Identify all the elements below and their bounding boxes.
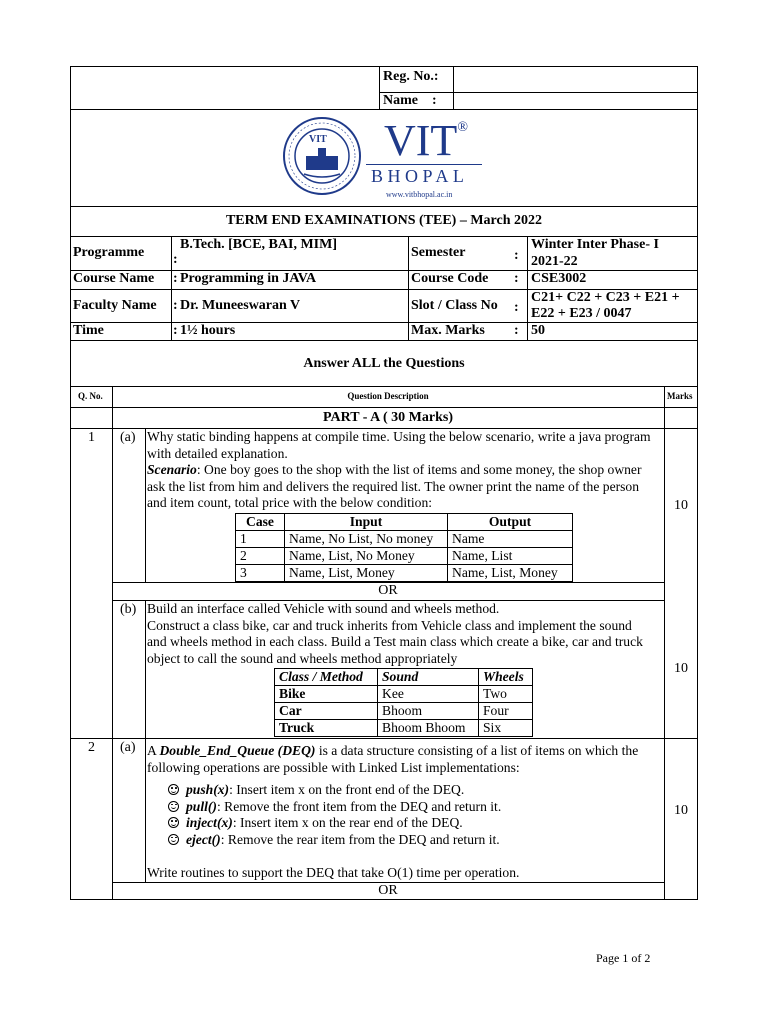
q1a-case-table	[235, 513, 573, 582]
reg-no-label: Reg. No.:	[383, 69, 439, 84]
q2a-marks: 10	[674, 803, 688, 818]
smiley-bullet-icon	[168, 801, 179, 812]
q2a-label: (a)	[120, 740, 136, 755]
wheels-header: Wheels	[479, 669, 533, 686]
q1a-line1: Why static binding happens at compile time. Using the below scenario, write a java program	[147, 429, 651, 444]
input-cell: Name, List, No Money	[285, 548, 448, 565]
list-item	[168, 782, 658, 799]
col-qno: Q. No.	[78, 391, 103, 401]
vit-seal-icon	[282, 116, 362, 196]
case-cell: 2	[236, 548, 285, 565]
reg-no-field[interactable]	[458, 69, 694, 87]
name-field[interactable]	[458, 93, 694, 107]
registered-mark: ®	[457, 120, 468, 135]
case-header: Case	[236, 514, 285, 531]
semester-label: Semester	[411, 245, 466, 260]
wheels-cell: Four	[479, 703, 533, 720]
time-label: Time	[73, 323, 104, 338]
q1b-label: (b)	[120, 602, 137, 617]
q1b-line1: Build an interface called Vehicle with sound and wheels method.	[147, 601, 500, 616]
class-cell: Bike	[275, 686, 378, 703]
scenario-label: Scenario	[147, 462, 197, 477]
input-header: Input	[285, 514, 448, 531]
seal-abbrev: VIT	[309, 134, 327, 145]
list-item	[168, 832, 658, 849]
course-name-colon: :	[173, 271, 178, 286]
smiley-bullet-icon	[168, 817, 179, 828]
sound-cell: Bhoom Bhoom	[378, 720, 479, 737]
scenario-line2: ask the list from him and delivers the required list. The owner print the name of the person	[147, 478, 640, 494]
sound-header: Sound	[378, 669, 479, 686]
q1a-line2: with detailed explanation.	[147, 445, 288, 461]
course-code-label: Course Code	[411, 271, 489, 286]
course-code-value: CSE3002	[531, 271, 587, 286]
scenario-line3: and item count, total price with the below condition:	[147, 495, 433, 510]
table-row	[236, 531, 573, 548]
q2-intro-b: is a data structure consisting of a list of items on which the	[315, 743, 639, 758]
max-marks-value: 50	[531, 323, 545, 338]
q1a-text	[147, 429, 663, 512]
faculty-value: Dr. Muneeswaran V	[180, 298, 301, 313]
col-question-description: Question Description	[347, 391, 429, 401]
table-row	[236, 548, 573, 565]
op-name: inject(x)	[186, 815, 233, 830]
slot-value-line2: E22 + E23 / 0047	[531, 306, 632, 321]
op-name: pull()	[186, 798, 217, 814]
vit-brand-text: VIT	[384, 116, 458, 165]
slot-value-line1: C21+ C22 + C23 + E21 +	[531, 290, 680, 305]
q1b-marks: 10	[674, 661, 688, 676]
q1b-text	[147, 601, 663, 667]
class-cell: Truck	[275, 720, 378, 737]
wheels-cell: Two	[479, 686, 533, 703]
q1a-label: (a)	[120, 430, 136, 445]
part-a-heading: PART - A ( 30 Marks)	[322, 410, 454, 425]
exam-title: TERM END EXAMINATIONS (TEE) – March 2022	[225, 213, 543, 228]
q1b-line3: and wheels method in each class. Build a Test main class which create a bike, car and truck	[147, 634, 643, 649]
slot-colon: :	[514, 300, 519, 315]
time-colon: :	[173, 323, 178, 338]
programme-colon: :	[173, 252, 178, 267]
output-cell: Name, List, Money	[448, 565, 573, 582]
q2-or-separator: OR	[378, 883, 398, 898]
q1b-vehicle-table	[274, 668, 533, 737]
output-cell: Name	[448, 531, 573, 548]
input-cell: Name, No List, No money	[285, 531, 448, 548]
programme-label: Programme	[73, 245, 145, 260]
university-url: www.vitbhopal.ac.in	[386, 190, 453, 199]
programme-value: B.Tech. [BCE, BAI, MIM]	[180, 237, 337, 252]
deq-term: Double_End_Queue (DEQ)	[159, 743, 316, 758]
output-cell: Name, List	[448, 548, 573, 565]
q2-intro-a: A	[147, 743, 160, 758]
semester-colon: :	[514, 248, 519, 263]
q1a-marks: 10	[674, 498, 688, 513]
q2a-text	[147, 743, 663, 776]
faculty-label: Faculty Name	[73, 298, 157, 313]
list-item	[168, 799, 658, 816]
q2-intro-line2: following operations are possible with Linked List implementations:	[147, 759, 520, 775]
class-cell: Car	[275, 703, 378, 720]
op-desc: : Insert item x on the front end of the DEQ.	[229, 782, 465, 797]
q2-number: 2	[88, 740, 95, 755]
q2-operations-list	[168, 782, 658, 848]
smiley-bullet-icon	[168, 834, 179, 845]
course-code-colon: :	[514, 271, 519, 286]
time-value: 1½ hours	[180, 323, 236, 338]
max-marks-label: Max. Marks	[411, 323, 485, 338]
max-marks-colon: :	[514, 323, 519, 338]
q1b-line4: object to call the sound and wheels method appropriately	[147, 650, 458, 666]
table-row	[275, 720, 533, 737]
sound-cell: Kee	[378, 686, 479, 703]
vit-brand	[384, 118, 468, 164]
op-desc: : Insert item x on the rear end of the DEQ.	[232, 815, 463, 830]
course-name-value: Programming in JAVA	[180, 271, 317, 286]
campus-name: BHOPAL	[371, 166, 469, 186]
page-number: Page 1 of 2	[596, 951, 651, 965]
table-row	[236, 514, 573, 531]
op-desc: : Remove the front item from the DEQ and return it.	[216, 798, 502, 814]
op-name: eject()	[186, 831, 221, 847]
table-row	[275, 703, 533, 720]
class-method-header: Class / Method	[275, 669, 378, 686]
course-name-label: Course Name	[73, 271, 155, 286]
output-header: Output	[448, 514, 573, 531]
wheels-cell: Six	[479, 720, 533, 737]
table-row	[275, 669, 533, 686]
table-row	[236, 565, 573, 582]
name-label: Name :	[383, 93, 437, 108]
instruction-text: Answer ALL the Questions	[303, 356, 465, 371]
faculty-colon: :	[173, 298, 178, 313]
case-cell: 1	[236, 531, 285, 548]
scenario-line1: : One boy goes to the shop with the list of items and some money, the shop owner	[196, 462, 642, 477]
input-cell: Name, List, Money	[285, 565, 448, 582]
sound-cell: Bhoom	[378, 703, 479, 720]
table-row	[275, 686, 533, 703]
q1b-line2: Construct a class bike, car and truck inherits from Vehicle class and implement the sound	[147, 617, 632, 633]
q1-number: 1	[88, 430, 95, 445]
op-name: push(x)	[186, 782, 230, 797]
q2-closing: Write routines to support the DEQ that take O(1) time per operation.	[147, 865, 520, 880]
slot-label: Slot / Class No	[411, 298, 498, 313]
op-desc: : Remove the rear item from the DEQ and return it.	[220, 831, 500, 847]
list-item	[168, 815, 658, 832]
smiley-bullet-icon	[168, 784, 179, 795]
col-marks: Marks	[667, 391, 693, 401]
semester-value-line1: Winter Inter Phase- I	[531, 237, 659, 252]
semester-value-line2: 2021-22	[531, 254, 578, 269]
q1-or-separator: OR	[378, 583, 398, 598]
case-cell: 3	[236, 565, 285, 582]
